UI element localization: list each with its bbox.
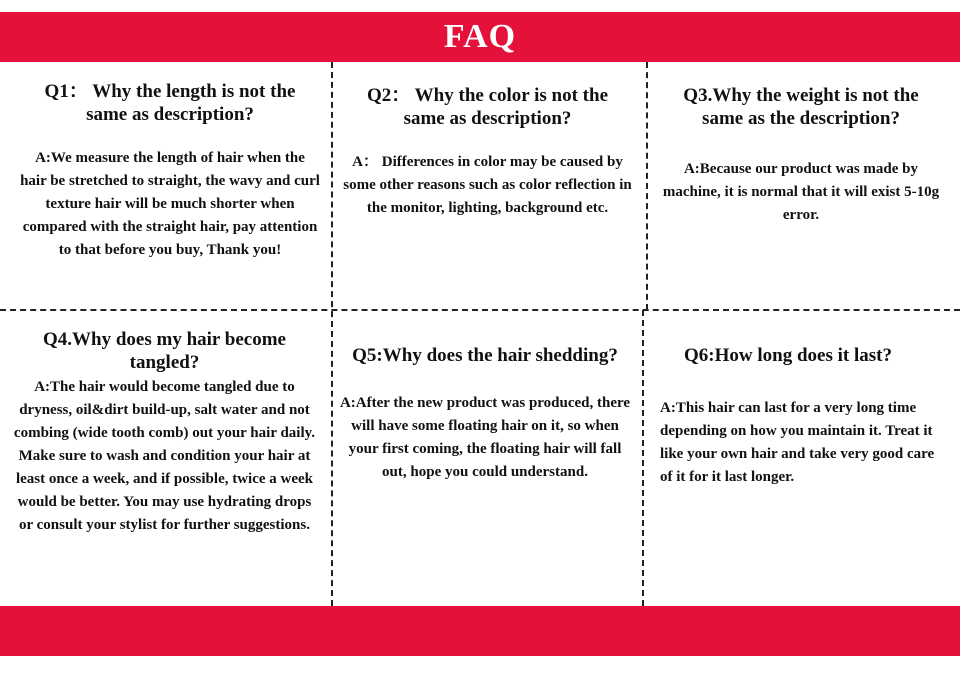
page-title: FAQ (443, 18, 517, 55)
divider-vertical-1 (331, 62, 333, 606)
faq-item-q1 (20, 80, 320, 262)
divider-vertical-2 (646, 62, 648, 310)
faq-item-q5 (336, 344, 634, 484)
faq-question: Q4.Why does my hair become tangled? (43, 329, 286, 373)
faq-answer: A:After the new product was produced, there will have some floating hair on it, so when your first coming, the floating hair will fall out, hope you could understand. (339, 395, 631, 480)
faq-item-q6 (656, 344, 948, 489)
faq-header-banner (0, 12, 960, 62)
faq-question: Q6:How long does it last? (684, 345, 892, 366)
faq-footer-banner (0, 606, 960, 656)
faq-answer: A:This hair can last for a very long time depending on how you maintain it. Treat it like your own hair and take very good care of it for it last longer. (660, 400, 935, 485)
faq-item-q3 (656, 84, 946, 227)
divider-horizontal (0, 309, 960, 311)
faq-question: Q3.Why the weight is not the same as the description? (683, 85, 919, 129)
faq-question: Q2： Why the color is not the same as description? (366, 85, 609, 129)
faq-item-q4 (12, 328, 317, 537)
faq-answer: A:We measure the length of hair when the hair be stretched to straight, the wavy and curl texture hair will be much shorter when compared with the straight hair, pay attention to that before you buy, Thank you! (20, 150, 320, 258)
faq-answer: A： Differences in color may be caused by some other reasons such as color reflection in the monitor, lighting, background etc. (343, 154, 632, 216)
faq-answer: A:Because our product was made by machine, it is normal that it will exist 5-10g error. (662, 161, 940, 223)
divider-vertical-3 (642, 310, 644, 606)
faq-item-q2 (340, 84, 635, 220)
faq-question: Q1： Why the length is not the same as description? (44, 81, 296, 125)
faq-question: Q5:Why does the hair shedding? (352, 345, 618, 366)
faq-answer: A:The hair would become tangled due to dryness, oil&dirt build-up, salt water and not combing (wide tooth comb) out your hair daily. Make sure to wash and condition your hair at least once a week, and if possible, twice a week would be better. You may use hydrating drops or consult your stylist for further suggestions. (13, 379, 316, 533)
